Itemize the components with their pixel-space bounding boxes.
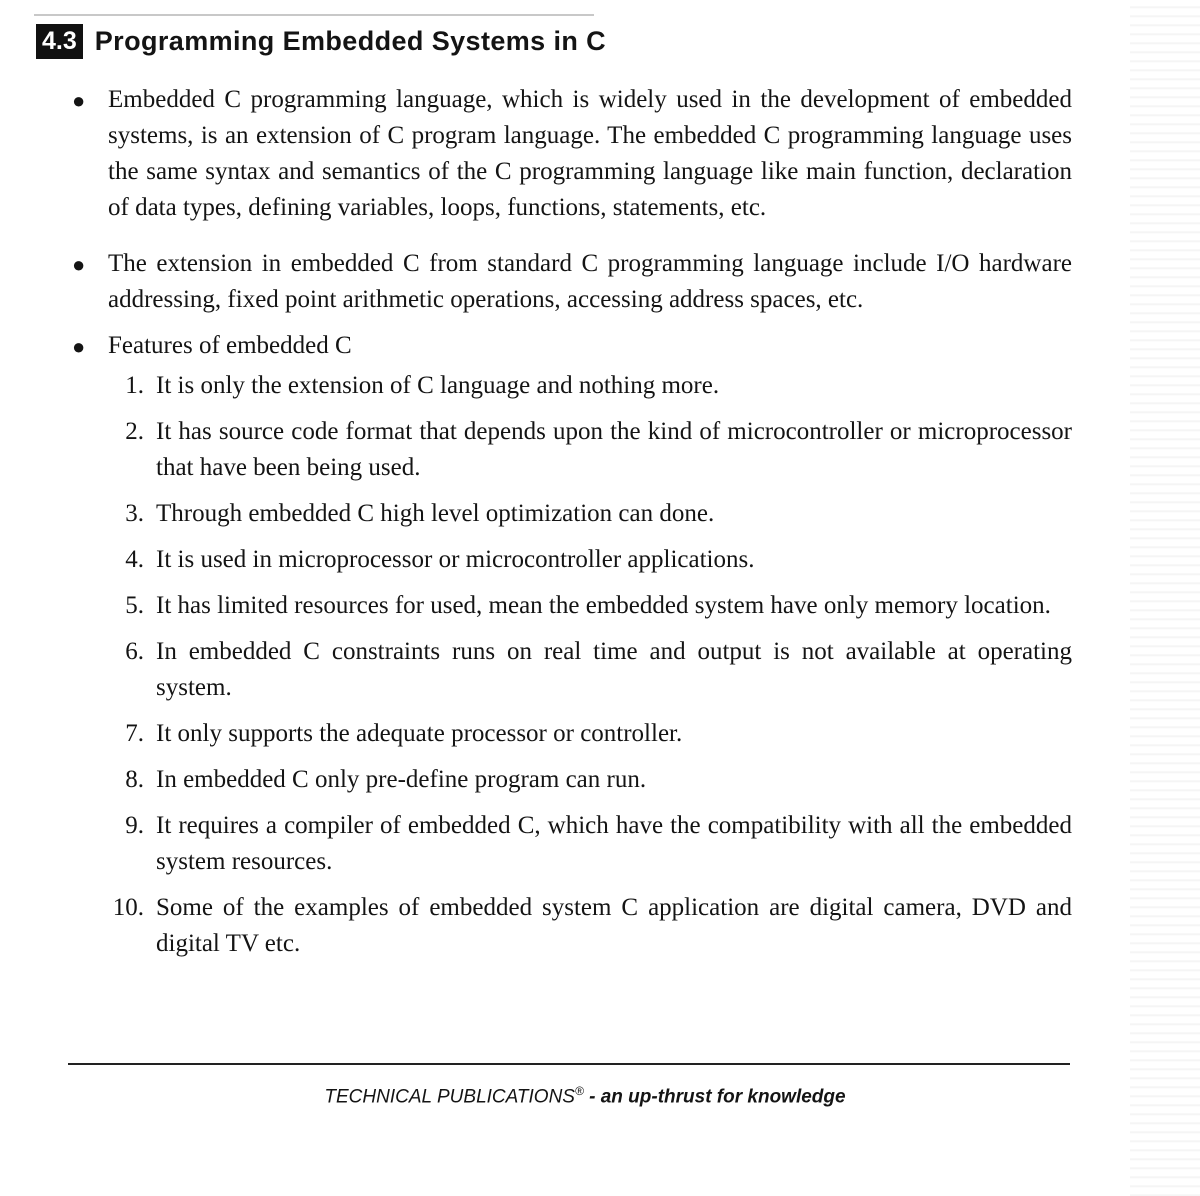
feature-text: It only supports the adequate processor or controller. bbox=[156, 720, 683, 747]
feature-number: 7. bbox=[125, 720, 144, 747]
bullet-text: Features of embedded C bbox=[108, 332, 352, 359]
feature-number: 3. bbox=[125, 500, 144, 527]
registered-mark: ® bbox=[574, 1084, 584, 1098]
feature-item bbox=[108, 808, 1072, 880]
feature-text: Some of the examples of embedded system C application are digital camera, DVD and digital TV etc. bbox=[156, 894, 1072, 957]
feature-text: It requires a compiler of embedded C, which have the compatibility with all the embedded system resources. bbox=[156, 812, 1072, 875]
section-body bbox=[64, 82, 1072, 972]
section-number: 4.3 bbox=[36, 24, 83, 59]
section-heading bbox=[36, 24, 606, 59]
section-title: Programming Embedded Systems in C bbox=[94, 26, 607, 56]
bullet-text: The extension in embedded C from standard C programming language include I/O hardware addressing, fixed point arithmetic operations, accessing address spaces, etc. bbox=[108, 250, 1072, 313]
feature-number: 10. bbox=[112, 894, 144, 921]
page-footer bbox=[0, 1084, 1170, 1108]
bullet-item bbox=[64, 246, 1072, 318]
bullet-item bbox=[64, 82, 1072, 226]
footer-tagline: - an up-thrust for knowledge bbox=[583, 1086, 846, 1108]
feature-item bbox=[108, 542, 1072, 578]
top-rule bbox=[34, 14, 594, 16]
page-edge-shadow bbox=[1130, 0, 1200, 1196]
feature-item bbox=[108, 890, 1072, 962]
feature-number: 6. bbox=[125, 638, 144, 665]
feature-text: It is used in microprocessor or microcontroller applications. bbox=[156, 546, 755, 573]
feature-number: 8. bbox=[125, 766, 144, 793]
feature-text: It has limited resources for used, mean the embedded system have only memory location. bbox=[156, 592, 1051, 619]
feature-number: 5. bbox=[125, 592, 144, 619]
feature-item bbox=[108, 716, 1072, 752]
bullet-item bbox=[64, 328, 1072, 364]
feature-text: In embedded C constraints runs on real time and output is not available at operating system. bbox=[156, 638, 1072, 701]
feature-text: It has source code format that depends upon the kind of microcontroller or microprocessor that have been being used. bbox=[156, 418, 1072, 481]
feature-number: 1. bbox=[125, 372, 144, 399]
bullet-dot-icon: ● bbox=[72, 252, 86, 277]
feature-item bbox=[108, 496, 1072, 532]
feature-text: In embedded C only pre-define program can run. bbox=[156, 766, 647, 793]
features-list bbox=[64, 368, 1072, 962]
feature-item bbox=[108, 588, 1072, 624]
feature-item bbox=[108, 414, 1072, 486]
feature-item bbox=[108, 634, 1072, 706]
bullet-dot-icon: ● bbox=[72, 334, 86, 359]
feature-item bbox=[108, 368, 1072, 404]
feature-number: 4. bbox=[125, 546, 144, 573]
footer-publisher: TECHNICAL PUBLICATIONS bbox=[324, 1086, 575, 1108]
footer-rule bbox=[68, 1063, 1070, 1065]
feature-number: 2. bbox=[125, 418, 144, 445]
feature-text: It is only the extension of C language and nothing more. bbox=[156, 372, 720, 399]
feature-number: 9. bbox=[125, 812, 144, 839]
bullet-dot-icon: ● bbox=[72, 88, 86, 113]
feature-item bbox=[108, 762, 1072, 798]
bullet-text: Embedded C programming language, which is widely used in the development of embedded systems, is an extension of C program language. The embedded C programming language uses the same syntax and semantics of the C programming language like main function, declaration of data types, defining variables, loops, functions, statements, etc. bbox=[108, 86, 1072, 221]
feature-text: Through embedded C high level optimization can done. bbox=[156, 500, 715, 527]
